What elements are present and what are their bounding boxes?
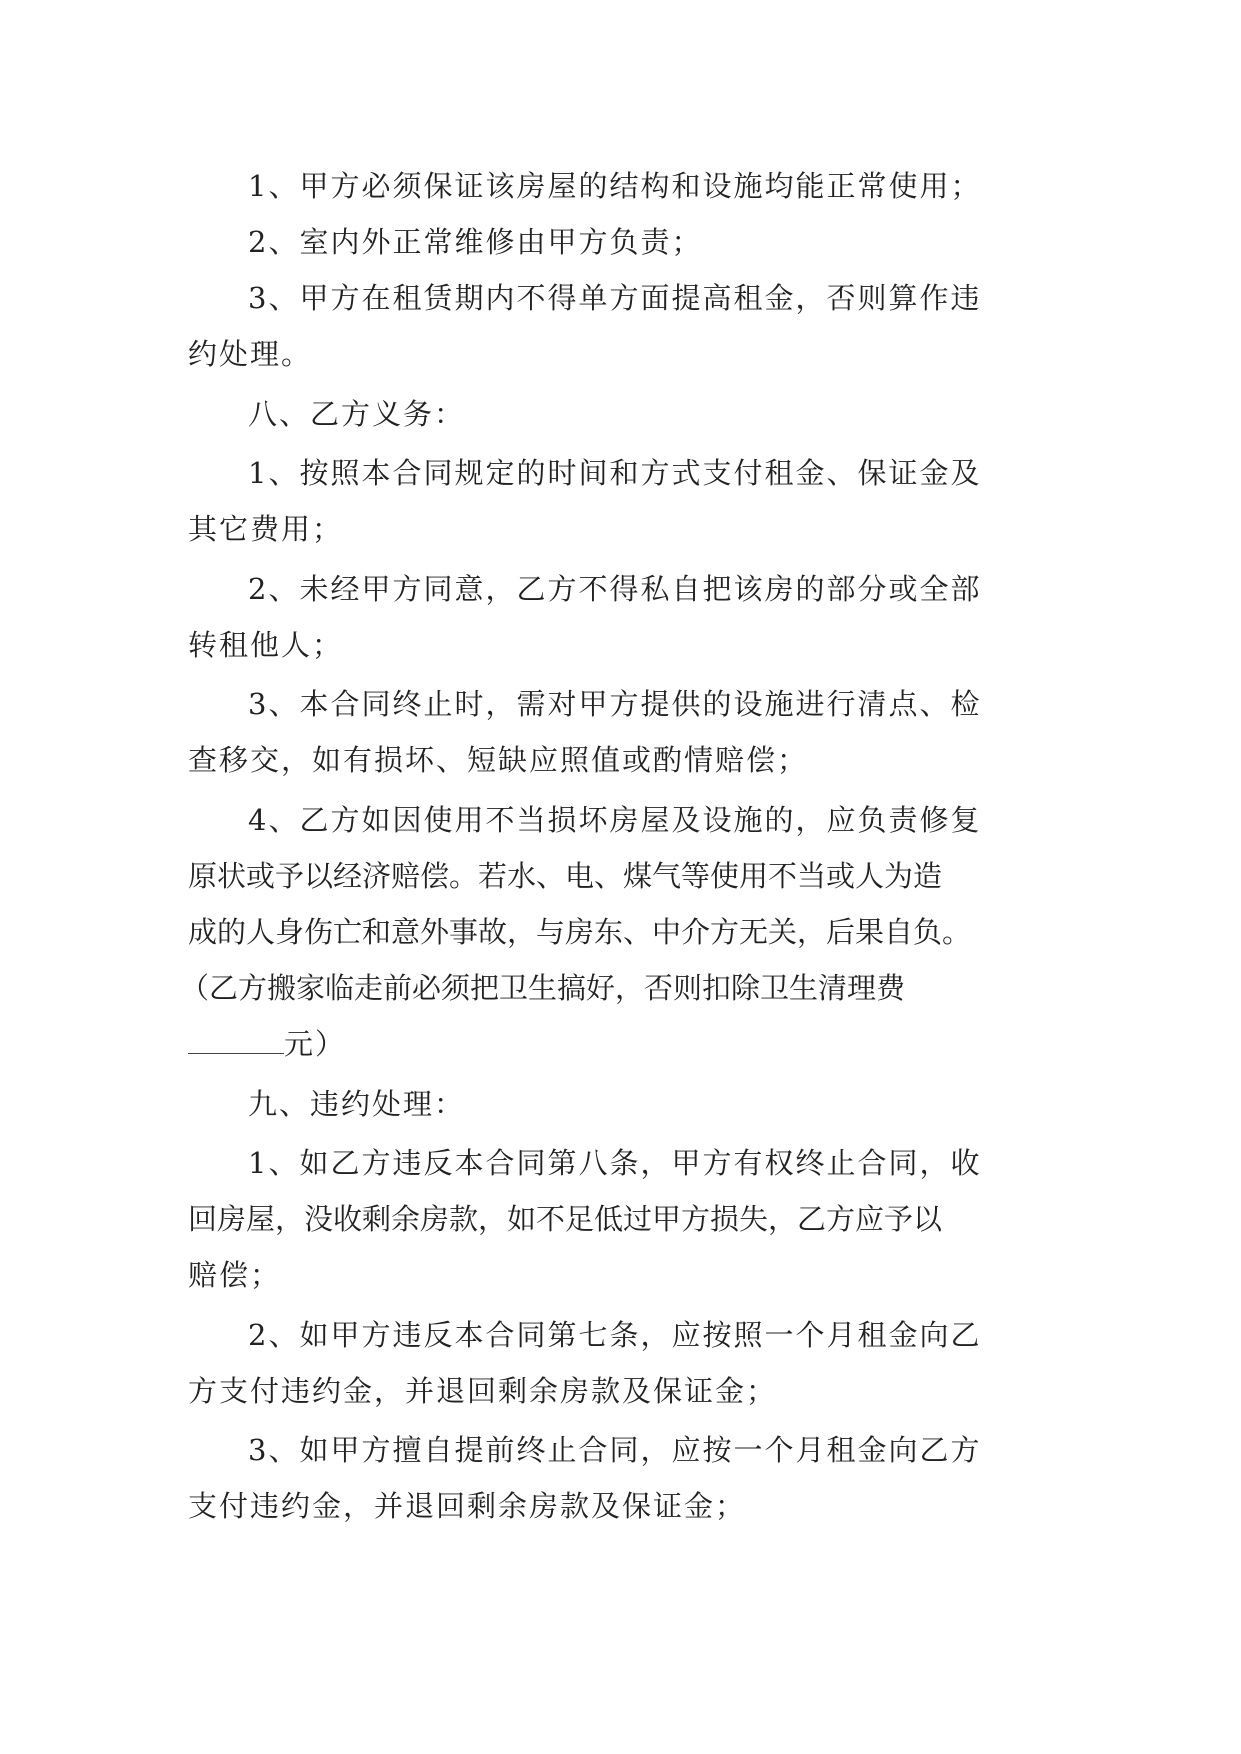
text-line: 方支付违约金，并退回剩余房款及保证金；	[188, 1374, 778, 1408]
text-line-with-blank	[0, 1024, 1241, 1064]
text-line: 2、室内外正常维修由甲方负责；	[248, 225, 703, 259]
text-line: 3、本合同终止时，需对甲方提供的设施进行清点、检	[248, 687, 982, 721]
text-fragment: 元）	[284, 1027, 347, 1061]
text-line: 成的人身伤亡和意外事故，与房东、中介方无关，后果自负。	[188, 915, 972, 949]
text-line: 回房屋，没收剩余房款，如不足低过甲方损失，乙方应予以	[188, 1202, 943, 1236]
section-heading: 九、违约处理：	[248, 1087, 466, 1121]
text-line: 1、甲方必须保证该房屋的结构和设施均能正常使用；	[248, 169, 982, 203]
text-line: 查移交，如有损坏、短缺应照值或酌情赔偿；	[188, 743, 809, 777]
fill-in-blank	[188, 1027, 284, 1054]
text-line: 转租他人；	[188, 628, 344, 662]
text-line: 约处理。	[188, 337, 313, 371]
text-line: 支付违约金，并退回剩余房款及保证金；	[188, 1489, 747, 1523]
text-line: 2、如甲方违反本合同第七条，应按照一个月租金向乙	[248, 1318, 982, 1352]
text-line: 赔偿；	[188, 1258, 282, 1292]
section-heading: 八、乙方义务：	[248, 397, 466, 431]
text-line: （乙方搬家临走前必须把卫生搞好，否则扣除卫生清理费	[180, 971, 906, 1005]
text-line: 1、按照本合同规定的时间和方式支付租金、保证金及	[248, 456, 982, 490]
text-line: 3、如甲方擅自提前终止合同，应按一个月租金向乙方	[248, 1433, 982, 1467]
text-line: 原状或予以经济赔偿。若水、电、煤气等使用不当或人为造	[188, 859, 943, 893]
text-line: 2、未经甲方同意，乙方不得私自把该房的部分或全部	[248, 572, 982, 606]
text-line: 4、乙方如因使用不当损坏房屋及设施的，应负责修复	[248, 803, 982, 837]
text-line: 其它费用；	[188, 512, 344, 546]
text-line: 1、如乙方违反本合同第八条，甲方有权终止合同，收	[248, 1146, 982, 1180]
text-line: 3、甲方在租赁期内不得单方面提高租金，否则算作违	[248, 281, 982, 315]
